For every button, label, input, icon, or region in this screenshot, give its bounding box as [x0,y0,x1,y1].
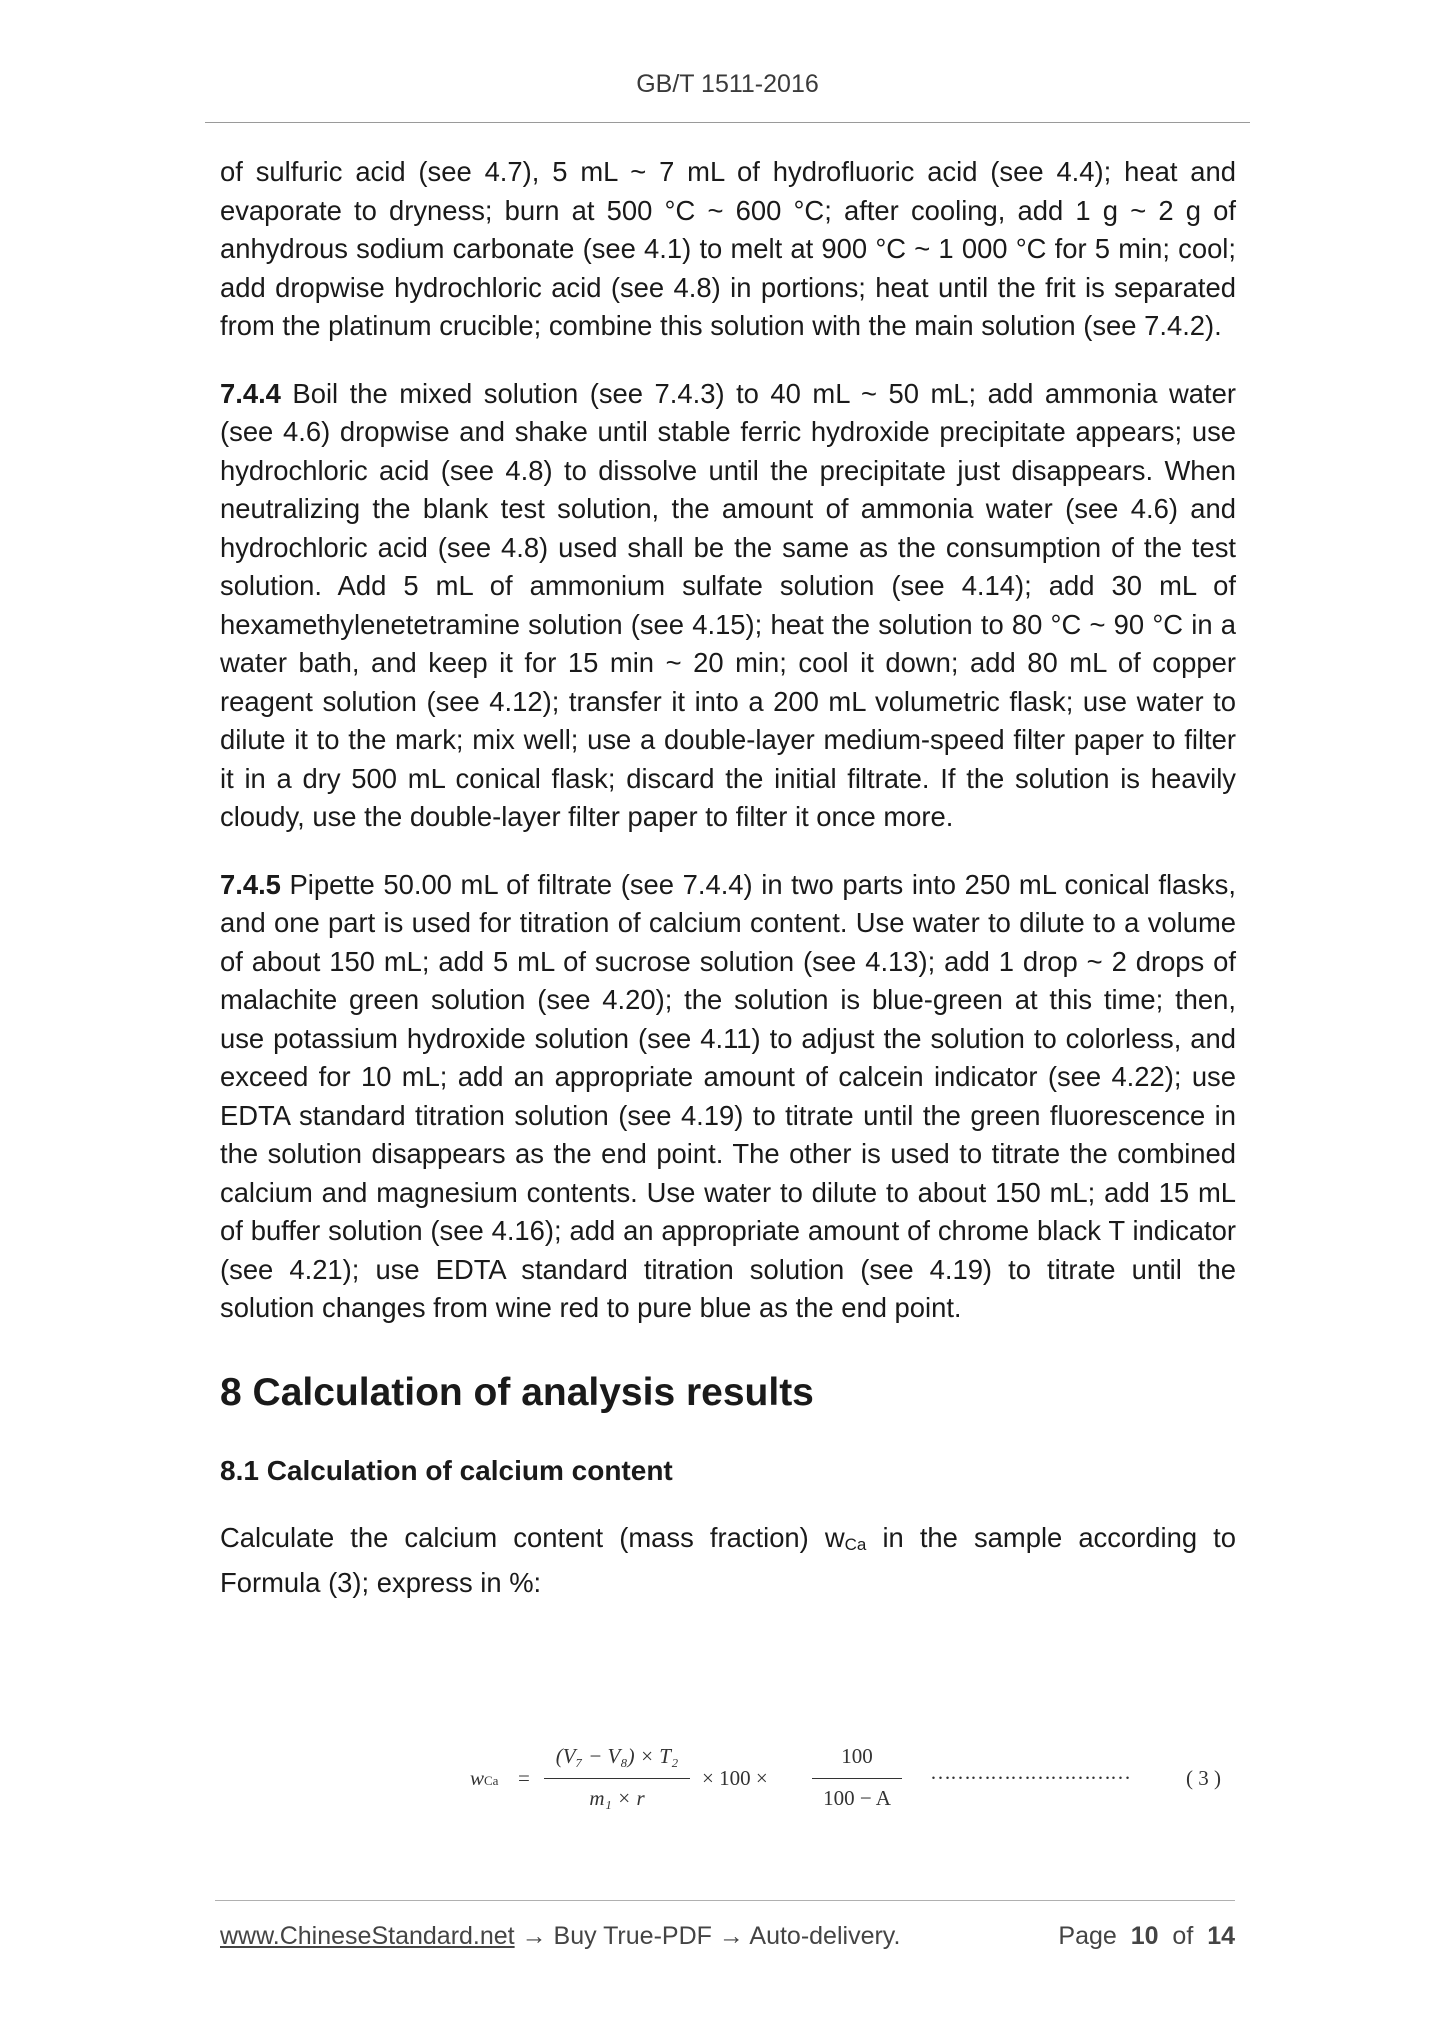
formula-lhs: wCa [470,1766,499,1790]
clause-number: 7.4.5 [220,868,281,900]
current-page: 10 [1130,1922,1159,1950]
fraction-bar-2 [812,1778,902,1779]
formula-numerator: (V₇ − V₈) × T₂ [555,1744,679,1768]
section-8-1-heading: 8.1 Calculation of calcium content [220,1454,673,1486]
formula-intro: Calculate the calcium content (mass fraction) wCa in the sample according to Formula (3); express in %: [220,1521,1236,1598]
page-header [205,70,1250,99]
section-8-heading: 8 Calculation of analysis results [220,1370,814,1414]
footer-divider [215,1900,1235,1901]
clause-number: 7.4.4 [220,377,281,409]
document-body [220,153,1236,1603]
fraction-bar [544,1778,690,1779]
clause-text: Boil the mixed solution (see 7.4.3) to 40 mL ~ 50 mL; add ammonia water (see 4.6) dropwise and shake until stable ferric hydroxide precipitate appears; use hydrochloric acid (see 4.8) to dissolve until the precipitate just disappears. When neutralizing the blank test solution, the amount of ammonia water (see 4.6) and hydrochloric acid (see 4.8) used shall be the same as the consumption of the test solution. Add 5 mL of ammonium sulfate solution (see 4.14); add 30 mL of hexamethylenetetramine solution (see 4.15); heat the solution to 80 °C ~ 90 °C in a water bath, and keep it for 15 min ~ 20 min; cool it down; add 80 mL of copper reagent solution (see 4.12); transfer it into a 200 mL volumetric flask; use water to dilute it to the mark; mix well; use a double-layer medium-speed filter paper to filter it in a dry 500 mL conical flask; discard the initial filtrate. If the solution is heavily cloudy, use the double-layer filter paper to filter it once more. [220,377,1236,832]
total-pages: 14 [1207,1922,1235,1950]
formula-number: ( 3 ) [1186,1766,1221,1790]
page-indicator: Page 10 of 14 [1058,1922,1235,1950]
website-link[interactable]: www.ChineseStandard.net [220,1922,515,1950]
standard-code: GB/T 1511-2016 [636,70,819,98]
paragraph-continuation: of sulfuric acid (see 4.7), 5 mL ~ 7 mL of hydrofluoric acid (see 4.4); heat and evaporate to dryness; burn at 500 °C ~ 600 °C; after cooling, add 1 g ~ 2 g of anhydrous sodium carbonate (see 4.1) to melt at 900 °C ~ 1 000 °C for 5 min; cool; add dropwise hydrochloric acid (see 4.8) in portions; heat until the frit is separated from the platinum crucible; combine this solution with the main solution (see 7.4.2). [220,156,1236,341]
formula-numerator-2: 100 [841,1744,873,1768]
clause-7-4-4 [220,375,1236,837]
header-divider [205,122,1250,123]
formula-3 [470,1744,1240,1814]
formula-leader-dots: ………………………… [930,1760,1130,1784]
formula-equals: = [518,1766,530,1790]
footer-tagline: → Buy True-PDF → Auto-delivery. [514,1922,901,1950]
page-footer [220,1922,1235,1951]
formula-times-100: × 100 × [702,1766,768,1790]
clause-7-4-5 [220,866,1236,1328]
formula-denominator-2: 100 − A [823,1786,891,1810]
clause-text: Pipette 50.00 mL of filtrate (see 7.4.4) in two parts into 250 mL conical flasks, and one part is used for titration of calcium content. Use water to dilute to a volume of about 150 mL; add 5 mL of sucrose solution (see 4.13); add 1 drop ~ 2 drops of malachite green solution (see 4.20); the solution is blue-green at this time; then, use potassium hydroxide solution (see 4.11) to adjust the solution to colorless, and exceed for 10 mL; add an appropriate amount of calcein indicator (see 4.22); use EDTA standard titration solution (see 4.19) to titrate until the green fluorescence in the solution disappears as the end point. The other is used to titrate the combined calcium and magnesium contents. Use water to dilute to about 150 mL; add 15 mL of buffer solution (see 4.16); add an appropriate amount of chrome black T indicator (see 4.21); use EDTA standard titration solution (see 4.19) to titrate until the solution changes from wine red to pure blue as the end point. [220,868,1236,1323]
formula-denominator: m₁ × r [589,1786,645,1810]
